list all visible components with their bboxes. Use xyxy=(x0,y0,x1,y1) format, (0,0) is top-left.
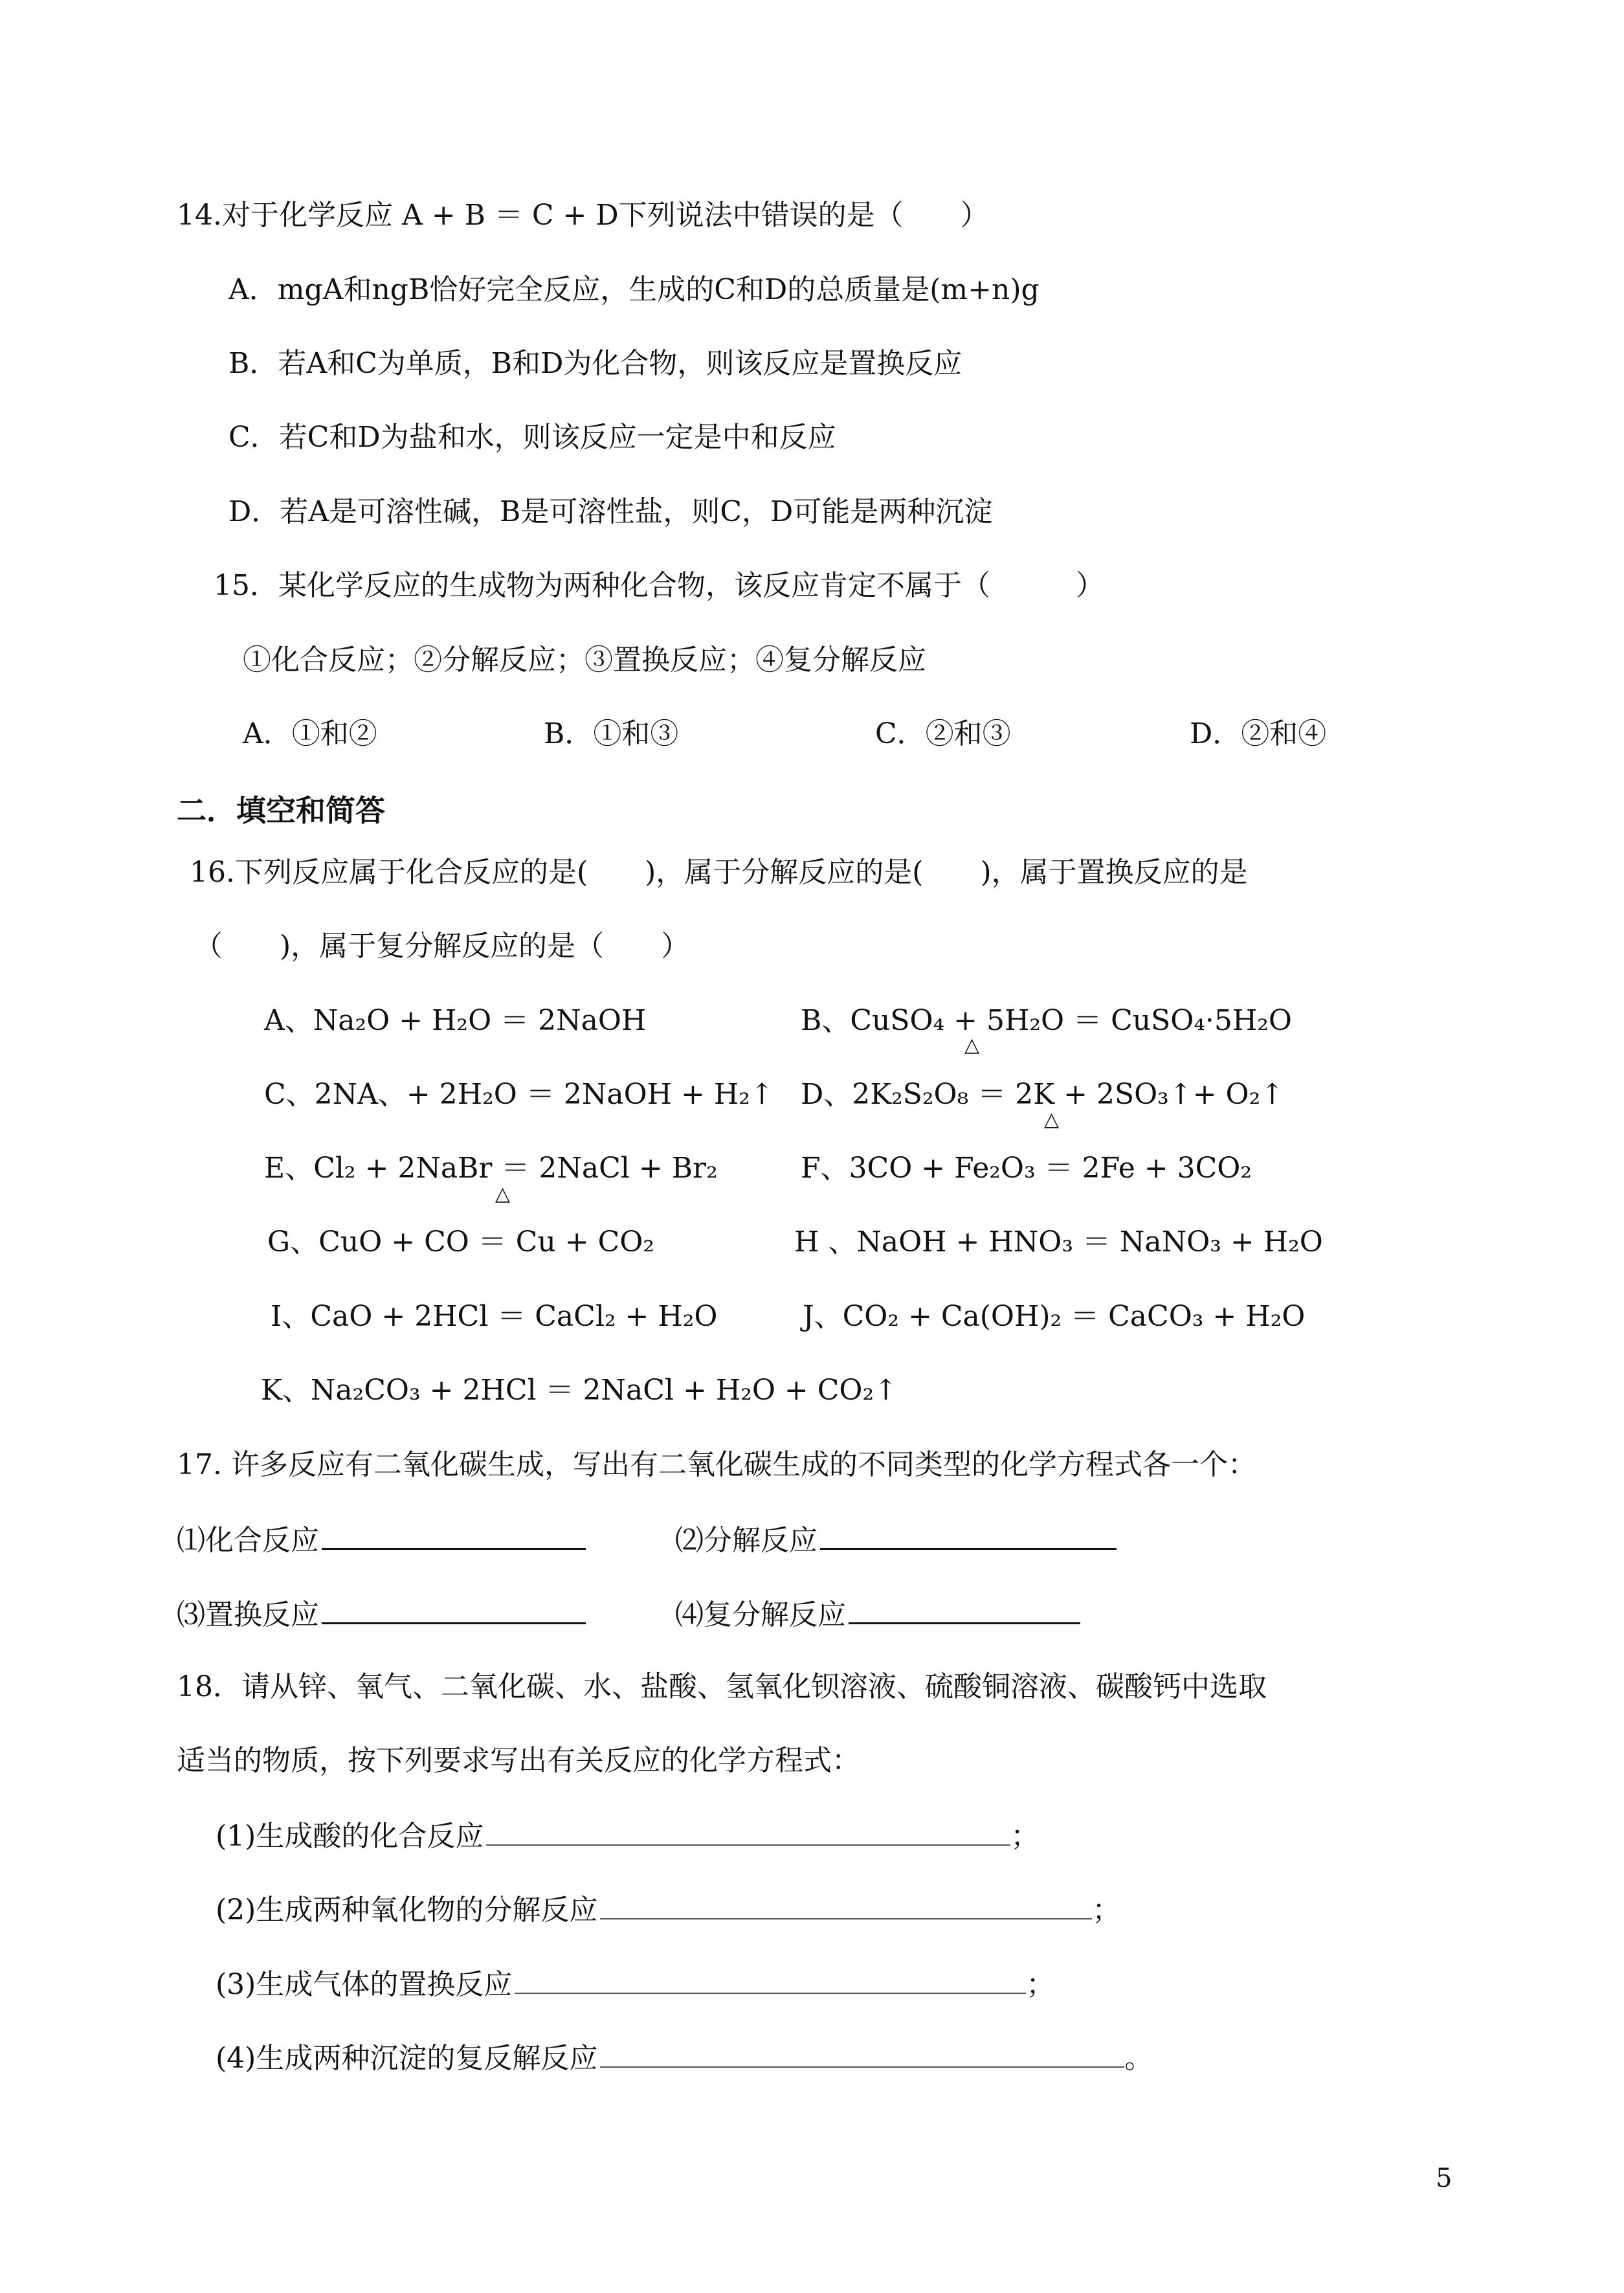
equation-c: C、2NA、+ 2H₂O ＝ 2NaOH + H₂↑ xyxy=(264,1078,774,1111)
answer-blank[interactable] xyxy=(849,1594,1080,1624)
q17-part2-label: ⑵分解反应 xyxy=(675,1524,818,1557)
answer-blank[interactable] xyxy=(322,1519,586,1550)
q18-part2 xyxy=(216,1890,1120,1930)
q14-option-b: B．若A和C为单质，B和D为化合物，则该反应是置换反应 xyxy=(228,347,962,380)
q14-option-d: D．若A是可溶性碱，B是可溶性盐，则C，D可能是两种沉淀 xyxy=(228,495,993,528)
q18-part2-label: (2)生成两种氧化物的分解反应 xyxy=(216,1894,598,1927)
q17-part3-label: ⑶置换反应 xyxy=(177,1598,319,1631)
q18-line1: 18．请从锌、氧气、二氧化碳、水、盐酸、氢氧化钡溶液、硫酸铜溶液、碳酸钙中选取 xyxy=(177,1670,1267,1703)
q18-part3 xyxy=(216,1964,1054,2004)
q17-part4 xyxy=(675,1594,1080,1635)
answer-blank[interactable] xyxy=(600,1890,1092,1919)
q14-option-c: C．若C和D为盐和水，则该反应一定是中和反应 xyxy=(228,421,836,454)
equation-g: G、CuO + CO ＝ Cu + CO₂ xyxy=(267,1225,654,1258)
answer-blank[interactable] xyxy=(486,1816,1010,1846)
q17-stem: 17. 许多反应有二氧化碳生成，写出有二氧化碳生成的不同类型的化学方程式各一个： xyxy=(177,1448,1256,1481)
q17-part1-label: ⑴化合反应 xyxy=(177,1524,319,1557)
q18-part1 xyxy=(216,1816,1039,1856)
q18-part1-label: (1)生成酸的化合反应 xyxy=(216,1820,484,1853)
q17-part2 xyxy=(675,1519,1117,1560)
answer-blank[interactable] xyxy=(600,2038,1124,2068)
q15-stem: 15．某化学反应的生成物为两种化合物，该反应肯定不属于（ ） xyxy=(214,569,1104,602)
q15-option-b: B．①和③ xyxy=(544,717,679,750)
semicolon: ； xyxy=(1092,1894,1121,1927)
equation-d: D、2K₂S₂O₈ ＝ 2K + 2SO₃↑+ O₂↑ xyxy=(801,1078,1285,1111)
equation-j: J、CO₂ + Ca(OH)₂ ＝ CaCO₃ + H₂O xyxy=(803,1300,1306,1333)
q18-part4 xyxy=(216,2038,1153,2078)
heat-triangle-icon: △ xyxy=(1044,1108,1060,1131)
semicolon: ； xyxy=(1026,1968,1055,2001)
answer-blank[interactable] xyxy=(322,1594,586,1624)
page-number: 5 xyxy=(1436,2164,1452,2193)
answer-blank[interactable] xyxy=(820,1519,1117,1550)
answer-blank[interactable] xyxy=(515,1964,1026,1994)
q16-line2: （ )，属于复分解反应的是（ ） xyxy=(194,930,690,963)
equation-i: I、CaO + 2HCl ＝ CaCl₂ + H₂O xyxy=(271,1300,718,1333)
q17-part1 xyxy=(177,1519,586,1560)
section-heading: 二．填空和简答 xyxy=(177,793,385,828)
heat-triangle-icon: △ xyxy=(495,1183,511,1205)
q15-option-d: D．②和④ xyxy=(1190,717,1327,750)
q15-option-c: C．②和③ xyxy=(875,717,1011,750)
heat-triangle-icon: △ xyxy=(964,1034,980,1057)
semicolon: ； xyxy=(1010,1820,1040,1853)
q15-option-a: A．①和② xyxy=(243,717,377,750)
equation-a: A、Na₂O + H₂O ＝ 2NaOH xyxy=(264,1004,647,1037)
q18-line2: 适当的物质，按下列要求写出有关反应的化学方程式： xyxy=(177,1744,860,1777)
q15-list: ①化合反应；②分解反应；③置换反应；④复分解反应 xyxy=(243,643,926,677)
q18-part3-label: (3)生成气体的置换反应 xyxy=(216,1968,513,2001)
equation-h: H 、NaOH + HNO₃ ＝ NaNO₃ + H₂O xyxy=(794,1225,1323,1258)
equation-e: E、Cl₂ + 2NaBr ＝ 2NaCl + Br₂ xyxy=(264,1152,718,1185)
q18-part4-label: (4)生成两种沉淀的复反解反应 xyxy=(216,2042,598,2075)
q14-stem: 14.对于化学反应 A + B ＝ C + D下列说法中错误的是（ ） xyxy=(177,199,989,232)
q16-line1: 16.下列反应属于化合反应的是( )，属于分解反应的是( )，属于置换反应的是 xyxy=(190,856,1248,889)
q14-option-a: A．mgA和ngB恰好完全反应，生成的C和D的总质量是(m+n)g xyxy=(228,273,1040,306)
equation-b: B、CuSO₄ + 5H₂O ＝ CuSO₄·5H₂O xyxy=(801,1004,1292,1037)
q17-part3 xyxy=(177,1594,586,1635)
equation-f: F、3CO + Fe₂O₃ ＝ 2Fe + 3CO₂ xyxy=(801,1152,1252,1185)
equation-k: K、Na₂CO₃ + 2HCl ＝ 2NaCl + H₂O + CO₂↑ xyxy=(261,1374,898,1407)
q17-part4-label: ⑷复分解反应 xyxy=(675,1598,846,1631)
period: 。 xyxy=(1124,2042,1153,2075)
